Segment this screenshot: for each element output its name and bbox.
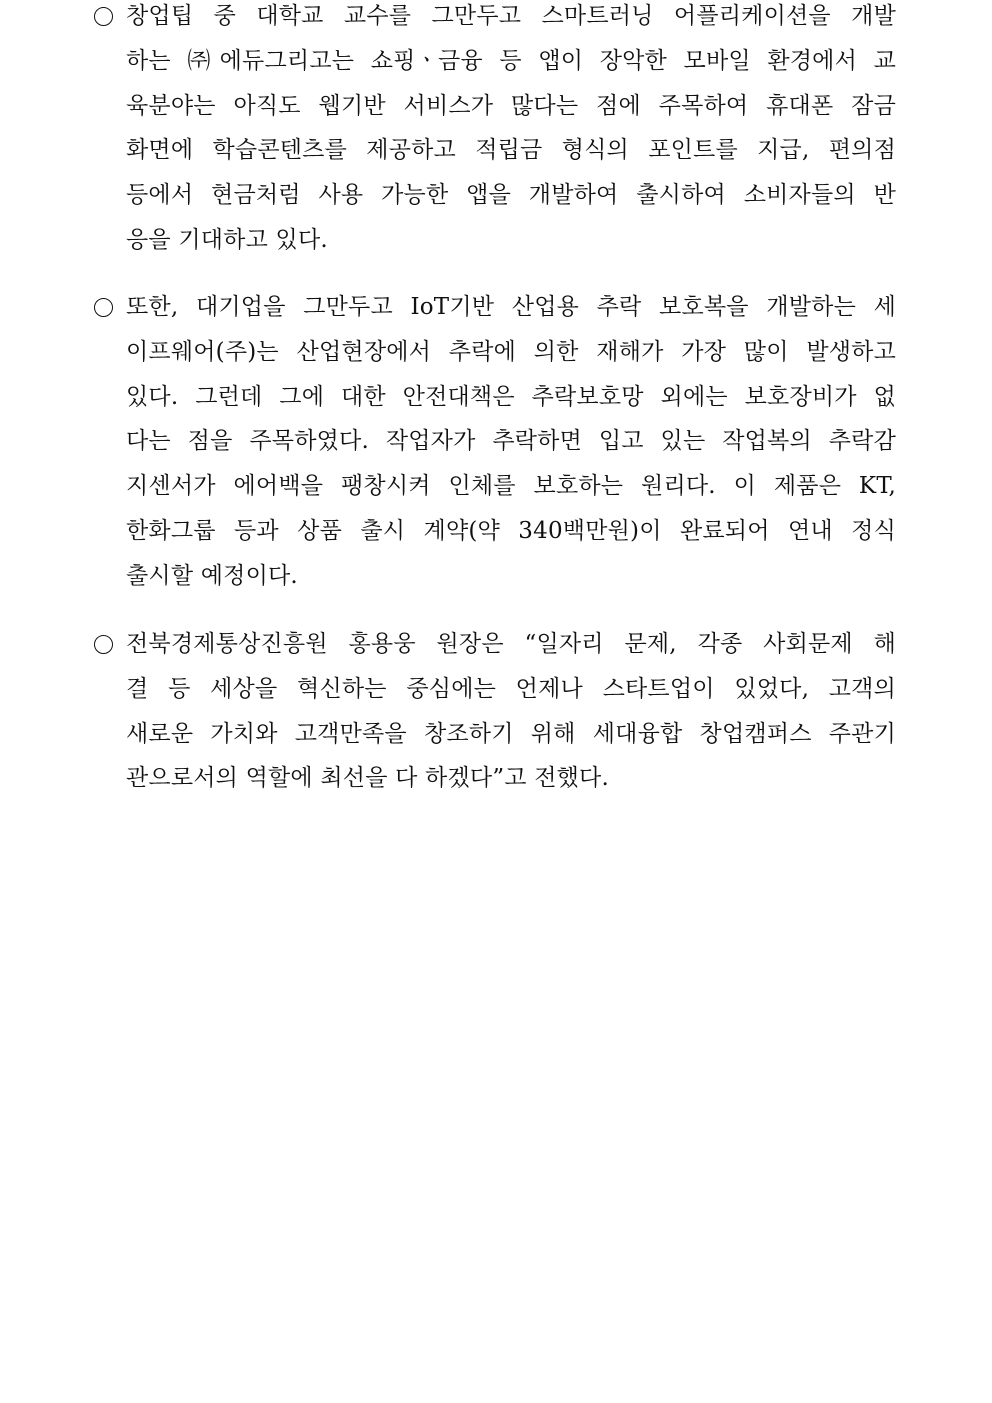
circle-bullet-icon [94, 285, 126, 330]
paragraph-edugrigo [92, 0, 896, 263]
paragraph-line: 새로운 가치와 고객만족을 창조하기 위해 세대융합 창업캠퍼스 주관기 [126, 720, 896, 747]
paragraph-line: 한화그룹 등과 상품 출시 계약(약 340백만원)이 완료되어 연내 정식 [126, 517, 896, 544]
paragraph-line: 있다. 그런데 그에 대한 안전대책은 추락보호망 외에는 보호장비가 없 [126, 383, 896, 410]
paragraph-line: 육분야는 아직도 웹기반 서비스가 많다는 점에 주목하여 휴대폰 잠금 [126, 92, 896, 119]
paragraph-safeware [92, 285, 896, 599]
paragraph-line: 등에서 현금처럼 사용 가능한 앱을 개발하여 출시하여 소비자들의 반 [126, 182, 896, 209]
paragraph-line: 또한, 대기업을 그만두고 IoT기반 산업용 추락 보호복을 개발하는 세 [126, 294, 896, 320]
circle-bullet-icon [94, 622, 126, 667]
paragraph-line: 창업팁 중 대학교 교수를 그만두고 스마트러닝 어플리케이션을 개발 [126, 3, 896, 29]
paragraph-line: 응을 기대하고 있다. [126, 226, 328, 253]
paragraph-line: 관으로서의 역할에 최선을 다 하겠다”고 전했다. [126, 765, 609, 792]
paragraph-line: 지센서가 에어백을 팽창시켜 인체를 보호하는 원리다. 이 제품은 KT, [126, 473, 896, 500]
paragraph-line: 다는 점을 주목하였다. 작업자가 추락하면 입고 있는 작업복의 추락감 [126, 428, 896, 455]
paragraph-line: 이프웨어(주)는 산업현장에서 추락에 의한 재해가 가장 많이 발생하고 [126, 338, 896, 365]
paragraph-line: 하는 ㈜에듀그리고는 쇼핑ㆍ금융 등 앱이 장악한 모바일 환경에서 교 [126, 47, 896, 74]
paragraph-line: 전북경제통상진흥원 홍용웅 원장은 “일자리 문제, 각종 사회문제 해 [126, 631, 896, 657]
paragraph-director-quote [92, 622, 896, 801]
circle-bullet-icon [94, 0, 126, 39]
paragraph-line: 결 등 세상을 혁신하는 중심에는 언제나 스타트업이 있었다, 고객의 [126, 675, 896, 702]
paragraph-line: 화면에 학습콘텐츠를 제공하고 적립금 형식의 포인트를 지급, 편의점 [126, 137, 896, 164]
paragraph-line: 출시할 예정이다. [126, 562, 298, 589]
